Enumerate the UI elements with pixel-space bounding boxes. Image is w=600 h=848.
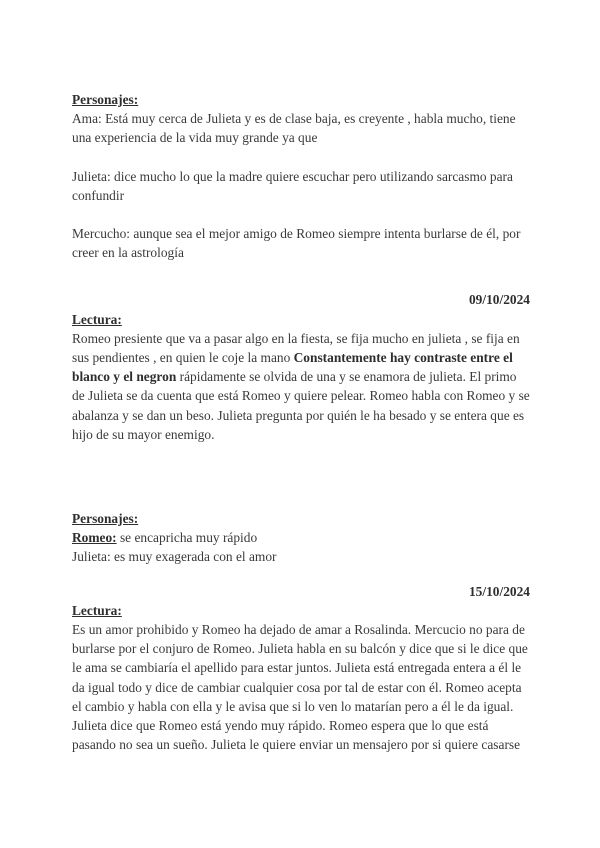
reading-paragraph	[72, 329, 530, 444]
character-romeo-label: Romeo:	[72, 530, 117, 546]
section-heading-personajes: Personajes:	[72, 511, 139, 527]
reading-text-end: rápidamente se olvida de una y se enamora de julieta. El primo de Julieta se da cuenta que está Romeo y quiere pelear. Romeo habla con Romeo y se abalanza y se dan un beso. Julieta pregunta por quién le ha besado y se entera que es hijo de su mayor enemigo.	[72, 369, 530, 442]
character-julieta: Julieta: dice mucho lo que la madre quiere escuchar pero utilizando sarcasmo para confundir	[72, 168, 513, 203]
reading-text-start: Romeo presiente que va a pasar algo en la fiesta, se fija mucho en julieta , se fija en sus pendientes , en quien le coje la mano	[72, 330, 520, 366]
reading-text-bold: Constantemente hay contraste entre el blanco y el negron	[72, 350, 513, 385]
character-julieta: Julieta: es muy exagerada con el amor	[72, 549, 277, 565]
character-romeo-text: se encapricha muy rápido	[116, 530, 258, 546]
character-romeo	[72, 528, 530, 547]
document-page	[72, 90, 530, 754]
entry-date: 15/10/2024	[468, 583, 530, 599]
character-ama: Ama: Está muy cerca de Julieta y es de clase baja, es creyente , habla mucho, tiene una experiencia de la vida muy grande ya que	[72, 111, 516, 146]
reading-paragraph: Es un amor prohibido y Romeo ha dejado de amar a Rosalinda. Mercucio no para de burlarse por el conjuro de Romeo. Julieta habla en su balcón y dice que si le dice que le ama se cambiaría el apellido para estar juntos. Julieta está entregada entera a él le da igual todo y dice de cambiar cualquier cosa por tal de estar con él. Romeo acepta el cambio y habla con ella y le avisa que si lo ven lo matarían pero a él le da igual. Julieta dice que Romeo está yendo muy rápido. Romeo espera que lo que está pasando no sea un sueño. Julieta le quiere enviar un mensajero por si quiere casarse	[72, 622, 528, 753]
section-heading-lectura: Lectura:	[72, 311, 122, 327]
entry-date: 09/10/2024	[468, 292, 530, 308]
section-heading-personajes: Personajes:	[72, 92, 139, 107]
section-heading-lectura: Lectura:	[72, 602, 122, 618]
character-mercucho: Mercucho: aunque sea el mejor amigo de Romeo siempre intenta burlarse de él, por creer en la astrología	[72, 226, 521, 261]
